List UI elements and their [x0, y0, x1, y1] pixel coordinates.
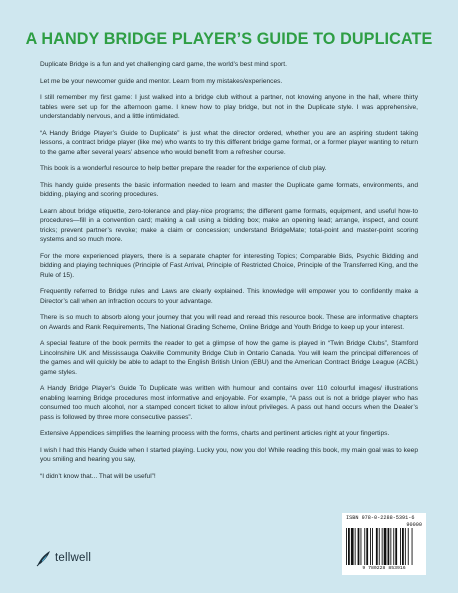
paragraph: I wish I had this Handy Guide when I started playing. Lucky you, now you do! While reading this book, my main goal was to keep you smiling and hearing you say,: [40, 446, 418, 463]
isbn-label: ISBN 978-0-2288-5391-6: [346, 515, 415, 521]
paragraph: I still remember my first game: I just walked into a bridge club without a partner, not knowing anyone in the hall, where thirty tables were set up for the afternoon game. I knew how to play bridge, but not in the Duplicate style. I was apprehensive, understandably nervous, and a little intimidated.: [40, 94, 418, 120]
back-cover-description: [40, 60, 418, 488]
paragraph: A Handy Bridge Player’s Guide To Duplicate was written with humour and contains over 110 colourful images/ illustrations enabling learning Bridge procedures most informative and enjoyable. For example, “A pass out is not a bridge player who has consumed too much alcohol, nor a stamped concert ticket to allow in/out privileges. A pass out hand occurs when the Dealer’s pass is followed by three more consecutive passes”.: [40, 385, 418, 421]
paragraph: For the more experienced players, there is a separate chapter for interesting Topics; Comparable Bids, Psychic Bidding and bidding and playing techniques (Principle of Fast Arrival, Principle of Restricted Choice, Principle of the Transferred King, and the Rule of 15).: [40, 252, 418, 279]
paragraph: This book is a wonderful resource to help better prepare the reader for the experience of club play.: [40, 165, 327, 172]
paragraph: Let me be your newcomer guide and mentor. Learn from my mistakes/experiences.: [40, 77, 283, 85]
publisher-name: tellwell: [55, 552, 92, 564]
tellwell-quill-icon: [36, 549, 52, 567]
paragraph: There is so much to absorb along your journey that you will read and reread this resource book. These are informative chapters on Awards and Rank Requirements, The National Grading Scheme, Online Bridge and Youth Bridge to keep up your interest.: [40, 314, 418, 331]
paragraph: This handy guide presents the basic information needed to learn and master the Duplicate game formats, environments, and bidding, playing and scoring procedures.: [40, 181, 418, 198]
paragraph: A special feature of the book permits the reader to get a glimpse of how the game is played in “Twin Bridge Clubs”, Stamford Lincolnshire UK and Mississauga Oakville Community Bridge Club in Ontario Canada. You will learn the principal differences of the games and will quickly be able to adapt to the English British Union (EBU) and the American Contract Bridge League (ACBL) game styles.: [40, 340, 418, 376]
paragraph: Extensive Appendices simplifies the learning process with the forms, charts and pertinent articles right at your fingertips.: [40, 430, 390, 437]
book-title: A HANDY BRIDGE PLAYER’S GUIDE TO DUPLICATE: [25, 30, 433, 48]
paragraph: “A Handy Bridge Player’s Guide to Duplicate” is just what the director ordered, whether you are an aspiring student taking lessons, a contract bridge player (like me) who wants to try this different bridge game format, or a former player wanting to return to the game after several years’ absence who would benefit from a refresher course.: [40, 129, 418, 156]
barcode-bars: [346, 528, 422, 565]
isbn-barcode: [342, 513, 426, 575]
paragraph: Frequently referred to Bridge rules and Laws are clearly explained. This knowledge will empower you to confidently make a Director’s call when an infraction occurs to your advantage.: [40, 288, 418, 305]
publisher-logo: [36, 547, 91, 569]
price-code: 90000: [406, 522, 422, 528]
barcode-digits: 9 780228 853916: [362, 566, 406, 571]
paragraph: Duplicate Bridge is a fun and yet challenging card game, the world’s best mind sport.: [40, 61, 287, 68]
closing-quote: “I didn’t know that... That will be useful”!: [40, 472, 156, 480]
paragraph: Learn about bridge etiquette, zero-tolerance and play-nice programs; the different game formats, equipment, and useful how-to procedures—fill in a convention card; making a call using a bidding box; make an opening lead; arrange, inspect, and count tricks; prevent partner’s revoke; make a claim or concession; understand BridgeMate; total-point and master-point scoring systems and so much more.: [40, 207, 418, 243]
